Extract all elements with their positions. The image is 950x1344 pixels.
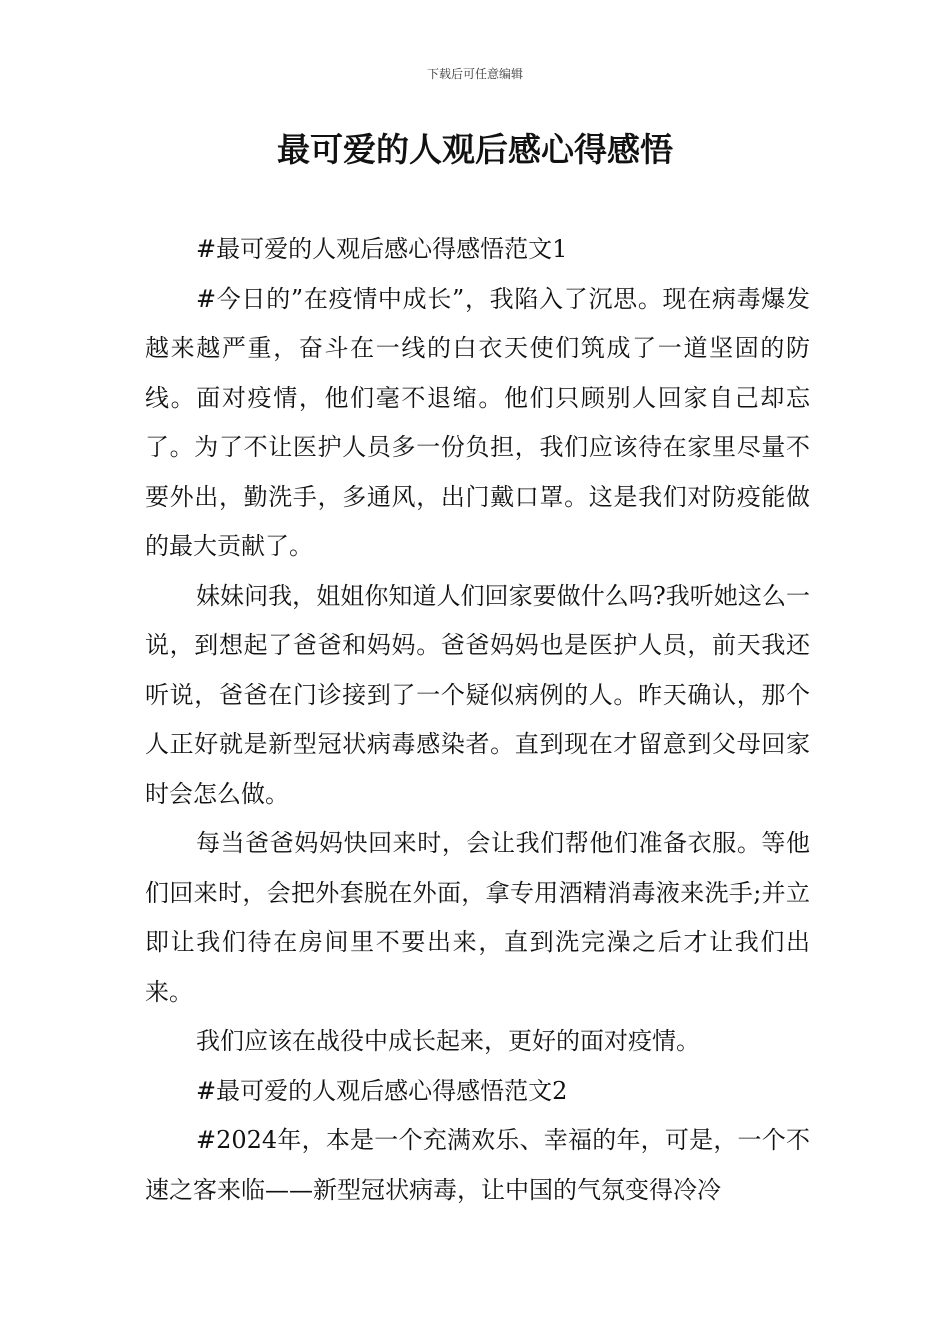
paragraph: #2024年，本是一个充满欢乐、幸福的年，可是，一个不速之客来临——新型冠状病毒，让中国的气氛变得冷冷 [145,1126,810,1204]
document-title: 最可爱的人观后感心得感悟 [277,130,673,169]
paragraph: 每当爸爸妈妈快回来时，会让我们帮他们准备衣服。等他们回来时，会把外套脱在外面，拿专用酒精消毒液来洗手;并立即让我们待在房间里不要出来，直到洗完澡之后才让我们出来。 [145,829,810,1006]
document-body [145,225,810,1215]
paragraph: #今日的”在疫情中成长”，我陷入了沉思。现在病毒爆发越来越严重，奋斗在一线的白衣天使们筑成了一道坚固的防线。面对疫情，他们毫不退缩。他们只顾别人回家自己却忘了。为了不让医护人员多一份负担，我们应该待在家里尽量不要外出，勤洗手，多通风，出门戴口罩。这是我们对防疫能做的最大贡献了。 [145,284,810,560]
header-note: 下载后可任意编辑 [426,67,523,81]
section-heading-2: #最可爱的人观后感心得感悟范文2 [196,1076,568,1105]
paragraph: 我们应该在战役中成长起来，更好的面对疫情。 [196,1027,700,1055]
paragraph: 妹妹问我，姐姐你知道人们回家要做什么吗?我听她这么一说，到想起了爸爸和妈妈。爸爸妈妈也是医护人员，前天我还听说，爸爸在门诊接到了一个疑似病例的人。昨天确认，那个人正好就是新型冠状病毒感染者。直到现在才留意到父母回家时会怎么做。 [145,581,810,808]
section-heading-1: #最可爱的人观后感心得感悟范文1 [196,235,568,263]
